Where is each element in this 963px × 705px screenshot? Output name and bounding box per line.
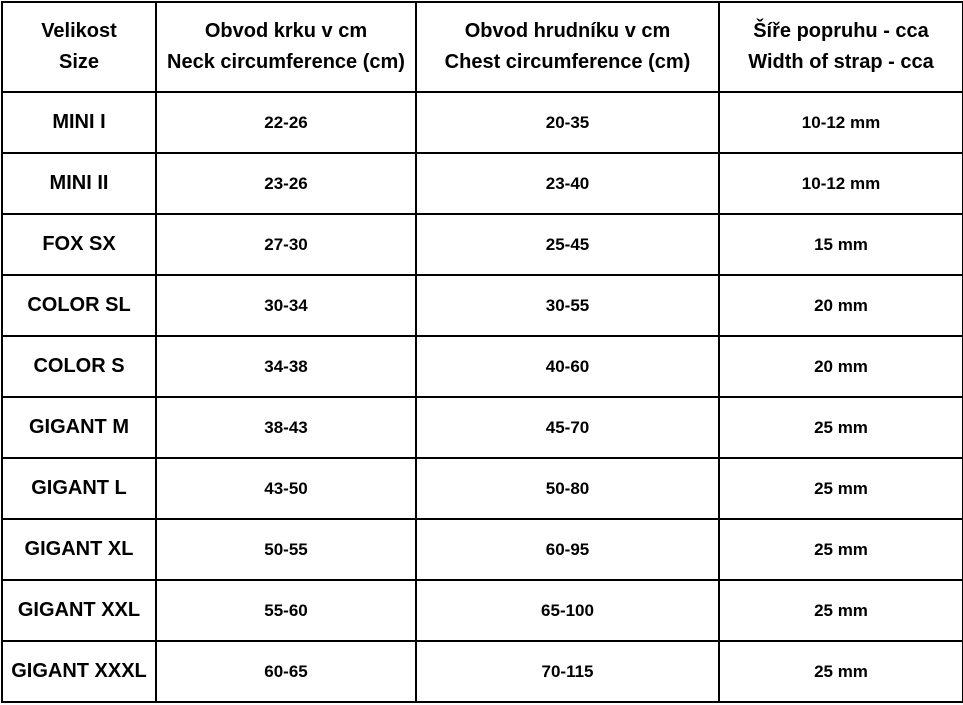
table-row [2,641,963,702]
strap-cell: 20 mm [719,275,963,336]
table-row [2,519,963,580]
neck-cell: 34-38 [156,336,416,397]
chest-cell: 20-35 [416,92,719,153]
size-cell: COLOR S [2,336,156,397]
size-cell: FOX SX [2,214,156,275]
neck-cell: 27-30 [156,214,416,275]
neck-cell: 22-26 [156,92,416,153]
header-strap-cz: Šíře popruhu - cca [753,20,929,42]
table-row [2,214,963,275]
header-size [2,2,156,92]
header-chest-en: Chest circumference (cm) [444,51,691,73]
chest-cell: 65-100 [416,580,719,641]
strap-cell: 25 mm [719,519,963,580]
neck-cell: 55-60 [156,580,416,641]
strap-cell: 25 mm [719,458,963,519]
header-size-cz: Velikost [41,20,117,42]
size-cell: MINI II [2,153,156,214]
size-cell: GIGANT XXXL [2,641,156,702]
chest-cell: 30-55 [416,275,719,336]
header-row [2,2,963,92]
chest-cell: 23-40 [416,153,719,214]
table-row [2,153,963,214]
strap-cell: 10-12 mm [719,92,963,153]
table-row [2,397,963,458]
size-cell: COLOR SL [2,275,156,336]
header-neck-en: Neck circumference (cm) [167,51,405,73]
header-strap-en: Width of strap - cca [748,51,934,73]
table-row [2,580,963,641]
header-strap [719,2,963,92]
header-size-en: Size [58,51,100,73]
table-row [2,458,963,519]
strap-cell: 20 mm [719,336,963,397]
neck-cell: 43-50 [156,458,416,519]
header-neck-cz: Obvod krku v cm [204,20,368,42]
table-row [2,275,963,336]
neck-cell: 23-26 [156,153,416,214]
neck-cell: 30-34 [156,275,416,336]
table-row [2,92,963,153]
neck-cell: 50-55 [156,519,416,580]
neck-cell: 60-65 [156,641,416,702]
table-row [2,336,963,397]
size-cell: GIGANT M [2,397,156,458]
size-chart-table [1,1,963,703]
chest-cell: 50-80 [416,458,719,519]
neck-cell: 38-43 [156,397,416,458]
strap-cell: 25 mm [719,641,963,702]
size-cell: MINI I [2,92,156,153]
chest-cell: 45-70 [416,397,719,458]
strap-cell: 15 mm [719,214,963,275]
size-cell: GIGANT XXL [2,580,156,641]
header-chest-cz: Obvod hrudníku v cm [464,20,671,42]
size-cell: GIGANT L [2,458,156,519]
strap-cell: 25 mm [719,580,963,641]
strap-cell: 25 mm [719,397,963,458]
chest-cell: 25-45 [416,214,719,275]
chest-cell: 40-60 [416,336,719,397]
header-neck [156,2,416,92]
header-chest [416,2,719,92]
strap-cell: 10-12 mm [719,153,963,214]
chest-cell: 60-95 [416,519,719,580]
size-cell: GIGANT XL [2,519,156,580]
chest-cell: 70-115 [416,641,719,702]
